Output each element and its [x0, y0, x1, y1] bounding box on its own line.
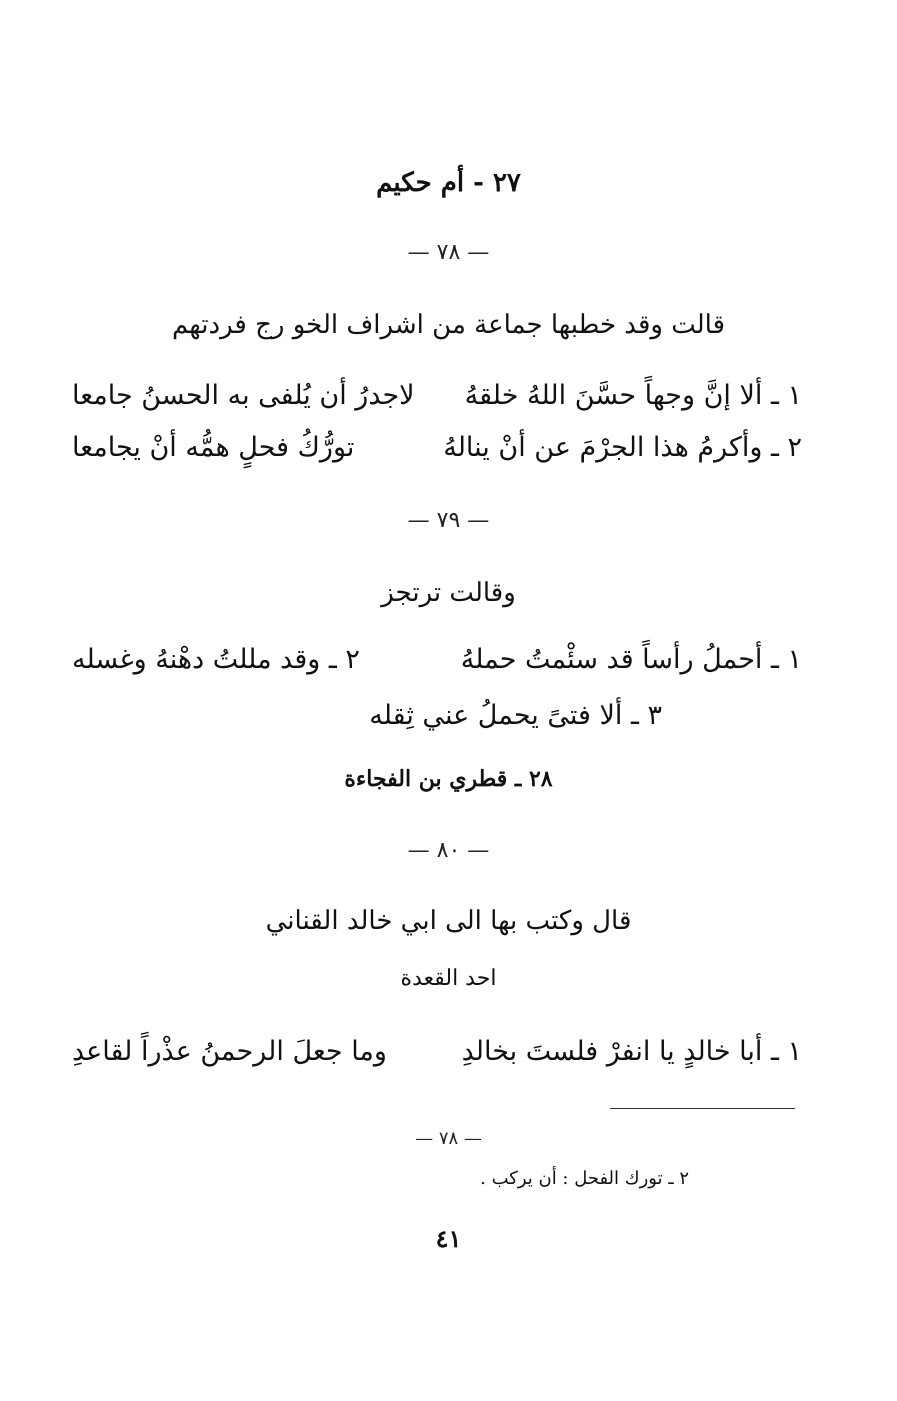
poem-78-intro: قالت وقد خطبها جماعة من اشراف الخو رج فردتهم: [171, 310, 725, 340]
poem-80-subintro: احد القعدة: [400, 966, 497, 991]
footnote-divider: [610, 1108, 795, 1109]
poem-79-number: — ٧٩ —: [407, 508, 490, 533]
poem-78-verse-2-first-hemistich: ٢ ـ وأكرمُ هذا الجرْمَ عن أنْ ينالهُ: [443, 432, 802, 463]
poem-78-verse-1-second-hemistich: لاجدرُ أن يُلفى به الحسنُ جامعا: [72, 380, 415, 411]
poem-79-intro: وقالت ترتجز: [381, 578, 516, 608]
poem-80-verse-1: [72, 1036, 802, 1067]
page-number: ٤١: [435, 1224, 462, 1253]
poem-80-verse-1-second-hemistich: وما جعلَ الرحمنُ عذْراً لقاعدِ: [72, 1036, 387, 1067]
poem-79-verse-1: ١ ـ أحملُ رأساً قد سئْمتُ حملهُ: [460, 644, 802, 675]
footnote-text: ٢ ـ تورك الفحل : أن يركب .: [480, 1168, 689, 1189]
poem-80-number: — ٨٠ —: [407, 838, 490, 863]
poem-80-intro: قال وكتب بها الى ابي خالد القناني: [265, 906, 632, 936]
poem-78-verse-2-second-hemistich: تورُّكُ فحلٍ همُّه أنْ يجامعا: [72, 432, 355, 463]
poem-78-number: — ٧٨ —: [407, 240, 490, 265]
poem-79-verse-3-row: [72, 700, 802, 731]
poem-79-verse-2: ٢ ـ وقد مللتُ دهْنهُ وغسله: [72, 644, 360, 675]
poem-79-verse-3: ٣ ـ ألا فتىً يحملُ عني ثِقله: [369, 700, 662, 731]
footnote-reference: — ٧٨ —: [415, 1128, 482, 1149]
poem-80-verse-1-first-hemistich: ١ ـ أبا خالدٍ يا انفرْ فلستَ بخالدِ: [461, 1036, 802, 1067]
poem-79-verses-1-2: [72, 644, 802, 675]
poem-78-verse-1: [72, 380, 802, 411]
section-28-title: ٢٨ ـ قطري بن الفجاءة: [344, 766, 553, 792]
section-27-title: ٢٧ - أم حكيم: [376, 168, 521, 198]
poem-78-verse-2: [72, 432, 802, 463]
poem-78-verse-1-first-hemistich: ١ ـ ألا إنَّ وجهاً حسَّنَ اللهُ خلقهُ: [464, 380, 802, 411]
